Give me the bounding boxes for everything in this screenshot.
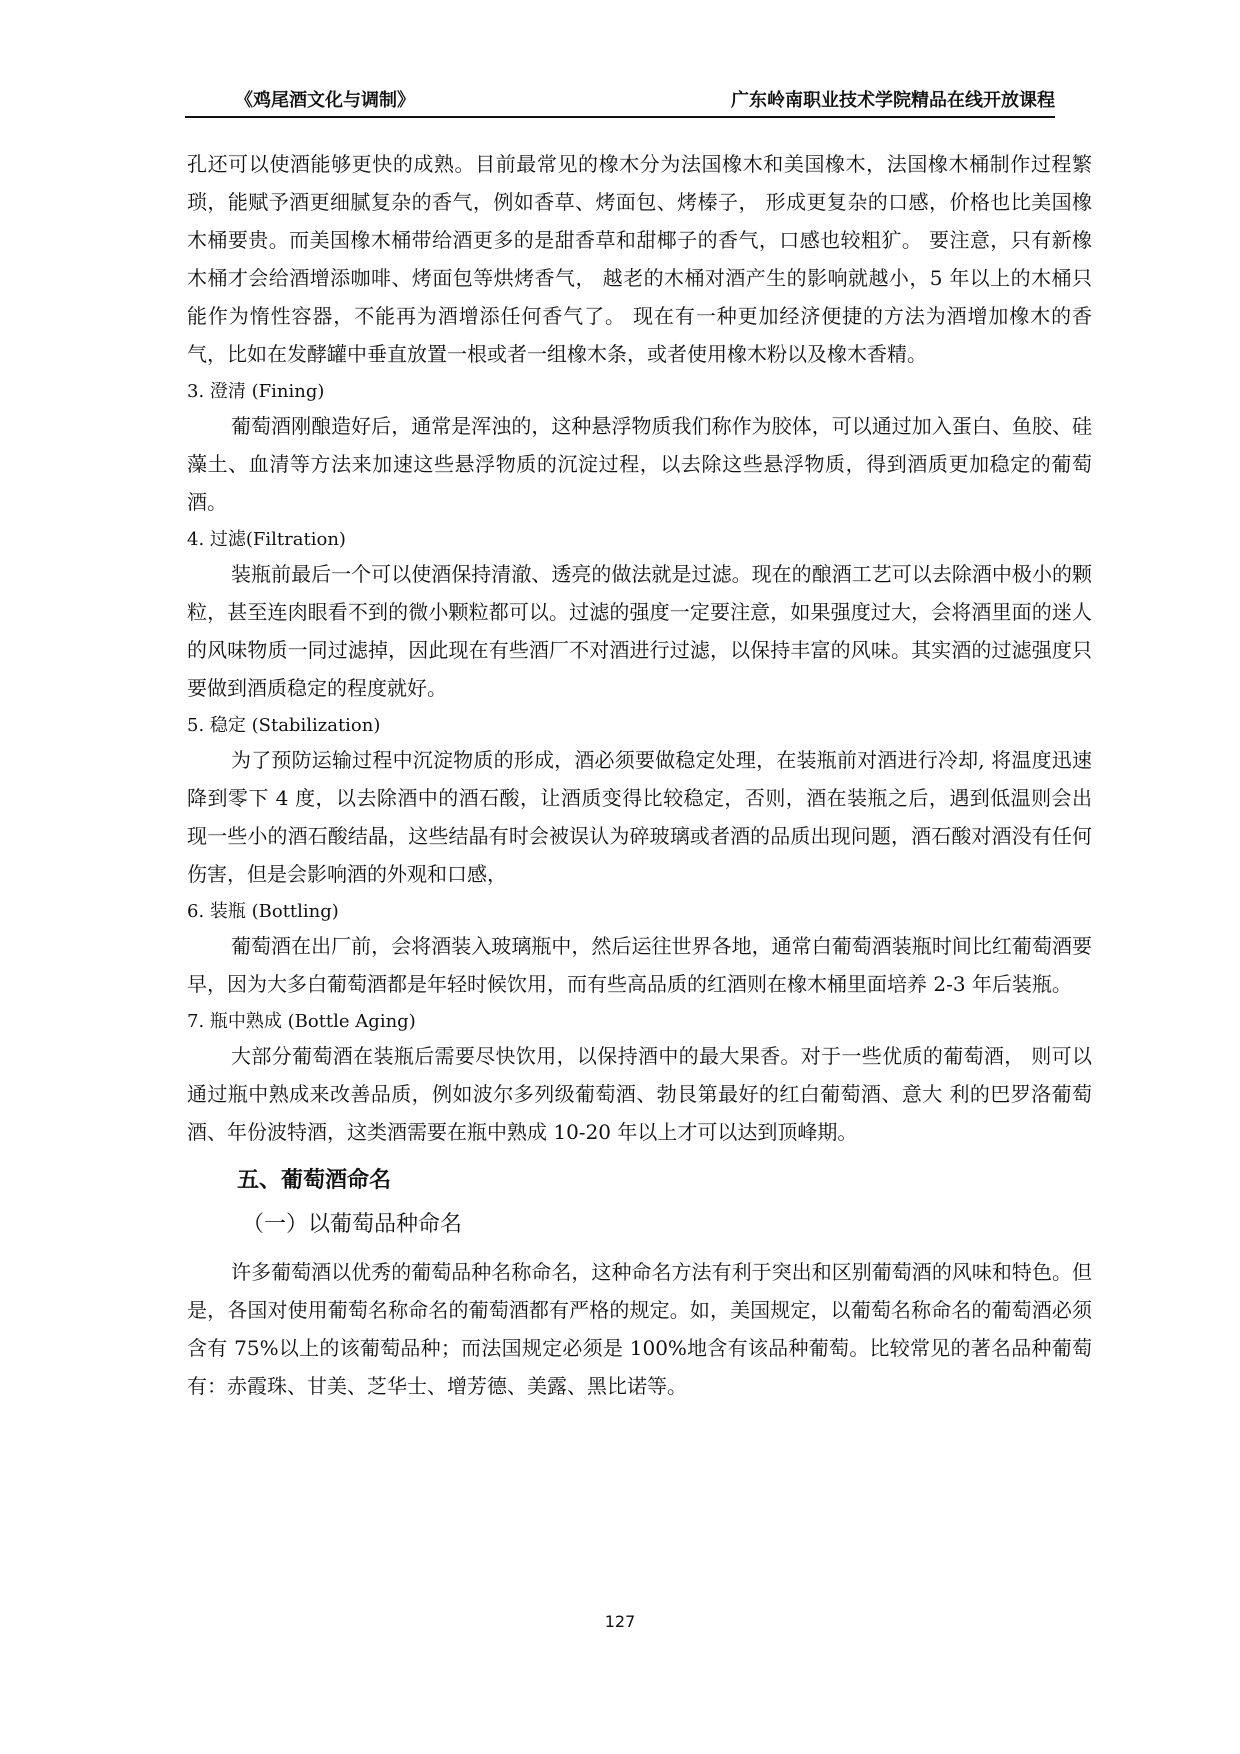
- filtration-heading: 4. 过滤(Filtration): [187, 529, 346, 550]
- aging-paragraph: 大部分葡萄酒在装瓶后需要尽快饮用，以保持酒中的最大果香。对于一些优质的葡萄酒， 则可以通过瓶中熟成来改善品质，例如波尔多列级葡萄酒、勃艮第最好的红白葡萄酒、意大 利的巴罗洛葡萄酒、年份波特酒，这类酒需要在瓶中熟成 10-20 年以上才可以达到顶峰期。: [187, 1044, 1092, 1144]
- fining-heading: 3. 澄清 (Fining): [187, 381, 325, 402]
- aging-heading: 7. 瓶中熟成 (Bottle Aging): [187, 1011, 416, 1032]
- section-five-title: 五、葡萄酒命名: [237, 1168, 392, 1193]
- fining-paragraph: 葡萄酒刚酿造好后，通常是浑浊的，这种悬浮物质我们称作为胶体，可以通过加入蛋白、鱼胶、硅藻土、血清等方法来加速这些悬浮物质的沉淀过程，以去除这些悬浮物质，得到酒质更加稳定的葡萄酒。: [187, 414, 1092, 514]
- page-number: 127: [604, 1612, 636, 1631]
- institution-name: 广东岭南职业技术学院精品在线开放课程: [731, 90, 1055, 111]
- filtration-paragraph: 装瓶前最后一个可以使酒保持清澈、透亮的做法就是过滤。现在的酿酒工艺可以去除酒中极小的颗粒，甚至连肉眼看不到的微小颗粒都可以。过滤的强度一定要注意，如果强度过大，会将酒里面的迷人的风味物质一同过滤掉，因此现在有些酒厂不对酒进行过滤，以保持丰富的风味。其实酒的过滤强度只要做到酒质稳定的程度就好。: [187, 562, 1092, 700]
- intro-paragraph: 孔还可以使酒能够更快的成熟。目前最常见的橡木分为法国橡木和美国橡木，法国橡木桶制作过程繁琐，能赋予酒更细腻复杂的香气，例如香草、烤面包、烤榛子， 形成更复杂的口感，价格也比美国橡木桶要贵。而美国橡木桶带给酒更多的是甜香草和甜椰子的香气，口感也较粗犷。 要注意，只有新橡木桶才会给酒增添咖啡、烤面包等烘烤香气， 越老的木桶对酒产生的影响就越小，5 年以上的木桶只能作为惰性容器，不能再为酒增添任何香气了。 现在有一种更加经济便捷的方法为酒增加橡木的香气，比如在发酵罐中垂直放置一根或者一组橡木条，或者使用橡木粉以及橡木香精。: [187, 152, 1092, 366]
- stabilization-heading: 5. 稳定 (Stabilization): [187, 715, 381, 736]
- bottling-heading: 6. 装瓶 (Bottling): [187, 901, 339, 922]
- page-header: [185, 82, 1055, 118]
- bottling-paragraph: 葡萄酒在出厂前，会将酒装入玻璃瓶中，然后运往世界各地，通常白葡萄酒装瓶时间比红葡萄酒要早，因为大多白葡萄酒都是年轻时候饮用，而有些高品质的红酒则在橡木桶里面培养 2-3 年后装瓶。: [187, 934, 1092, 996]
- stabilization-paragraph: 为了预防运输过程中沉淀物质的形成，酒必须要做稳定处理，在装瓶前对酒进行冷却, 将温度迅速降到零下 4 度，以去除酒中的酒石酸，让酒质变得比较稳定，否则，酒在装瓶之后，遇到低温则会出现一些小的酒石酸结晶，这些结晶有时会被误认为碎玻璃或者酒的品质出现问题，酒石酸对酒没有任何伤害，但是会影响酒的外观和口感，: [187, 748, 1092, 886]
- page-body: [187, 145, 1092, 1405]
- section-five-paragraph: 许多葡萄酒以优秀的葡萄品种名称命名，这种命名方法有利于突出和区别葡萄酒的风味和特色。但是，各国对使用葡萄名称命名的葡萄酒都有严格的规定。如，美国规定，以葡萄名称命名的葡萄酒必须含有 75%以上的该葡萄品种；而法国规定必须是 100%地含有该品种葡萄。比较常见的著名品种葡萄有：赤霞珠、甘美、芝华士、增芳德、美露、黑比诺等。: [187, 1260, 1092, 1398]
- section-five-subtitle: （一）以葡萄品种命名: [242, 1212, 463, 1237]
- course-title: 《鸡尾酒文化与调制》: [235, 90, 415, 111]
